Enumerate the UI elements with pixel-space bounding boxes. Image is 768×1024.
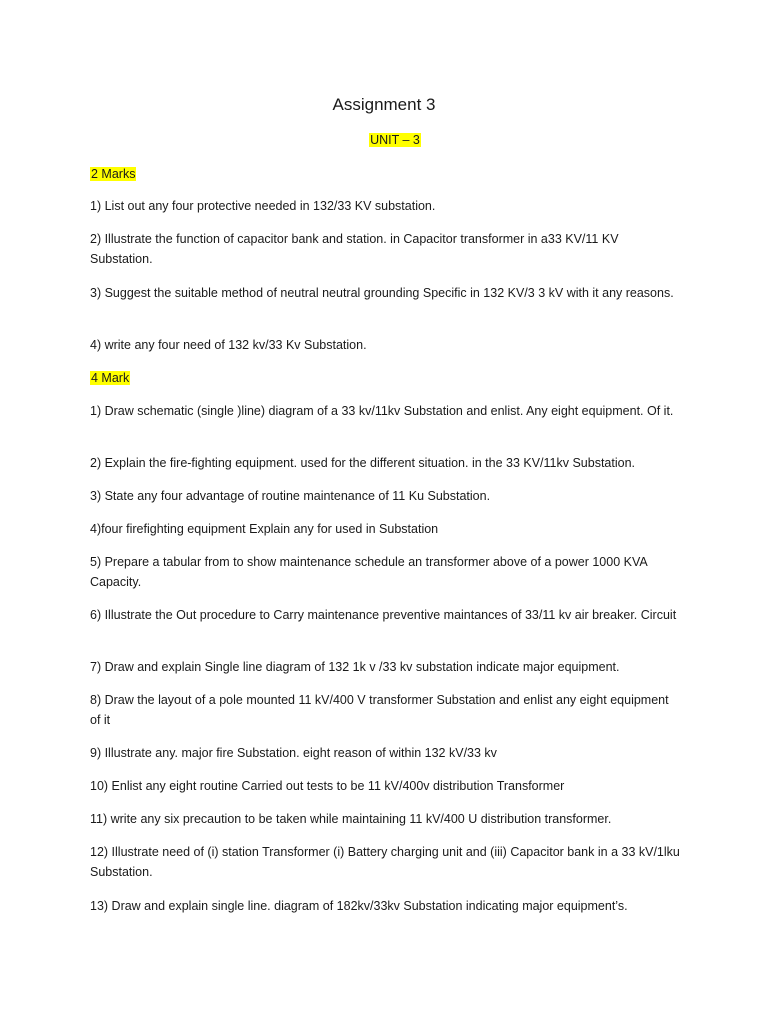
question-item: 3) Suggest the suitable method of neutral neutral grounding Specific in 132 KV/3 3 kV with it any reasons. xyxy=(90,286,674,300)
question-item: 6) Illustrate the Out procedure to Carry maintenance preventive maintances of 33/11 kv air breaker. Circuit xyxy=(90,608,677,622)
question-item: 11) write any six precaution to be taken while maintaining 11 kV/400 U distribution transformer. xyxy=(90,812,612,826)
page-title: Assignment 3 xyxy=(332,95,436,114)
question-item: 4)four firefighting equipment Explain any for used in Substation xyxy=(90,522,439,536)
section-heading-4-mark xyxy=(90,370,130,386)
question-item: 10) Enlist any eight routine Carried out tests to be 11 kV/400v distribution Transformer xyxy=(90,779,565,793)
question-item: 5) Prepare a tabular from to show maintenance schedule an transformer above of a power 1000 KVA Capacity. xyxy=(90,555,648,589)
question-item: 1) Draw schematic (single )line) diagram of a 33 kv/11kv Substation and enlist. Any eight equipment. Of it. xyxy=(90,404,674,418)
section-heading-label: 2 Marks xyxy=(91,167,136,181)
question-item: 3) State any four advantage of routine maintenance of 11 Ku Substation. xyxy=(90,489,491,503)
unit-label: UNIT – 3 xyxy=(370,133,420,147)
unit-heading xyxy=(0,132,768,148)
question-item: 2) Illustrate the function of capacitor bank and station. in Capacitor transformer in a33 KV/11 KV Substation. xyxy=(90,232,619,266)
question-item: 7) Draw and explain Single line diagram of 132 1k v /33 kv substation indicate major equipment. xyxy=(90,660,620,674)
question-item: 12) Illustrate need of (i) station Transformer (i) Battery charging unit and (iii) Capacitor bank in a 33 kV/1lku Substation. xyxy=(90,845,680,879)
question-item: 13) Draw and explain single line. diagram of 182kv/33kv Substation indicating major equipment’s. xyxy=(90,899,628,913)
question-item: 2) Explain the fire-fighting equipment. used for the different situation. in the 33 KV/11kv Substation. xyxy=(90,456,636,470)
question-item: 9) Illustrate any. major fire Substation. eight reason of within 132 kV/33 kv xyxy=(90,746,497,760)
section-heading-2-marks xyxy=(90,166,136,182)
question-item: 8) Draw the layout of a pole mounted 11 kV/400 V transformer Substation and enlist any eight equipment of it xyxy=(90,693,669,727)
section-heading-label: 4 Mark xyxy=(91,371,130,385)
question-item: 1) List out any four protective needed in 132/33 KV substation. xyxy=(90,199,436,213)
question-item: 4) write any four need of 132 kv/33 Kv Substation. xyxy=(90,338,367,352)
